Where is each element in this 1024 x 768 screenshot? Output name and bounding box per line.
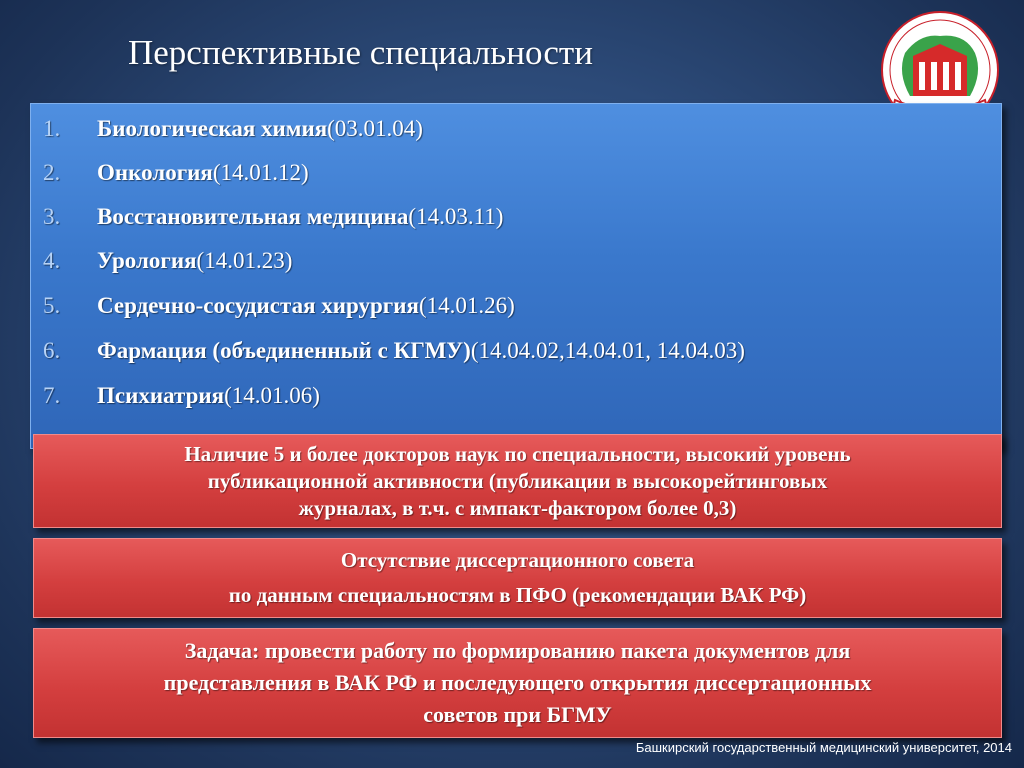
box-line: журналах, в т.ч. с импакт-фактором более 0,3)	[298, 495, 737, 520]
list-item-number: 1.	[43, 116, 61, 141]
list-item	[43, 153, 309, 193]
specialty-name: Сердечно-сосудистая хирургия	[97, 293, 419, 318]
specialties-list	[30, 103, 1002, 449]
list-item-number: 2.	[43, 160, 61, 185]
list-item-number: 7.	[43, 383, 61, 408]
box-line: представления в ВАК РФ и последующего открытия диссертационных	[163, 670, 872, 695]
specialty-code: (14.04.02,14.04.01, 14.04.03)	[470, 338, 745, 363]
box-line: Наличие 5 и более докторов наук по специальности, высокий уровень	[184, 441, 851, 466]
list-item-number: 6.	[43, 338, 61, 363]
specialty-name: Восстановительная медицина	[97, 204, 409, 229]
specialty-name: Фармация (объединенный с КГМУ)	[97, 338, 471, 363]
council-absence-box	[33, 538, 1002, 618]
specialty-code: (14.01.23)	[196, 248, 293, 273]
specialty-code: (03.01.04)	[327, 116, 423, 141]
specialty-name: Урология	[97, 248, 197, 273]
box-line: Отсутствие диссертационного совета	[340, 548, 695, 572]
footer-text: Башкирский государственный медицинский университет, 2014	[635, 740, 1012, 755]
specialty-name: Биологическая химия	[97, 116, 328, 141]
list-item	[43, 197, 503, 237]
box-line: советов при БГМУ	[423, 702, 612, 727]
list-item-number: 4.	[43, 248, 61, 273]
specialty-name: Онкология	[97, 160, 213, 185]
list-item	[43, 109, 423, 149]
box-line: по данным специальностям в ПФО (рекомендации ВАК РФ)	[228, 583, 807, 607]
specialty-code: (14.03.11)	[408, 204, 504, 229]
specialty-code: (14.01.12)	[212, 160, 309, 185]
task-box	[33, 628, 1002, 738]
specialty-name: Психиатрия	[97, 383, 225, 408]
list-item	[43, 376, 320, 416]
specialty-code: (14.01.06)	[224, 383, 320, 408]
list-item	[43, 286, 515, 326]
box-line: публикационной активности (публикации в высокорейтинговых	[207, 468, 828, 493]
requirement-box	[33, 434, 1002, 528]
list-item-number: 3.	[43, 204, 61, 229]
specialty-code: (14.01.26)	[418, 293, 515, 318]
box-line: Задача: провести работу по формированию пакета документов для	[184, 638, 851, 663]
list-item	[43, 241, 292, 281]
list-item-number: 5.	[43, 293, 61, 318]
page-title: Перспективные специальности	[128, 33, 593, 72]
list-item	[43, 331, 745, 371]
